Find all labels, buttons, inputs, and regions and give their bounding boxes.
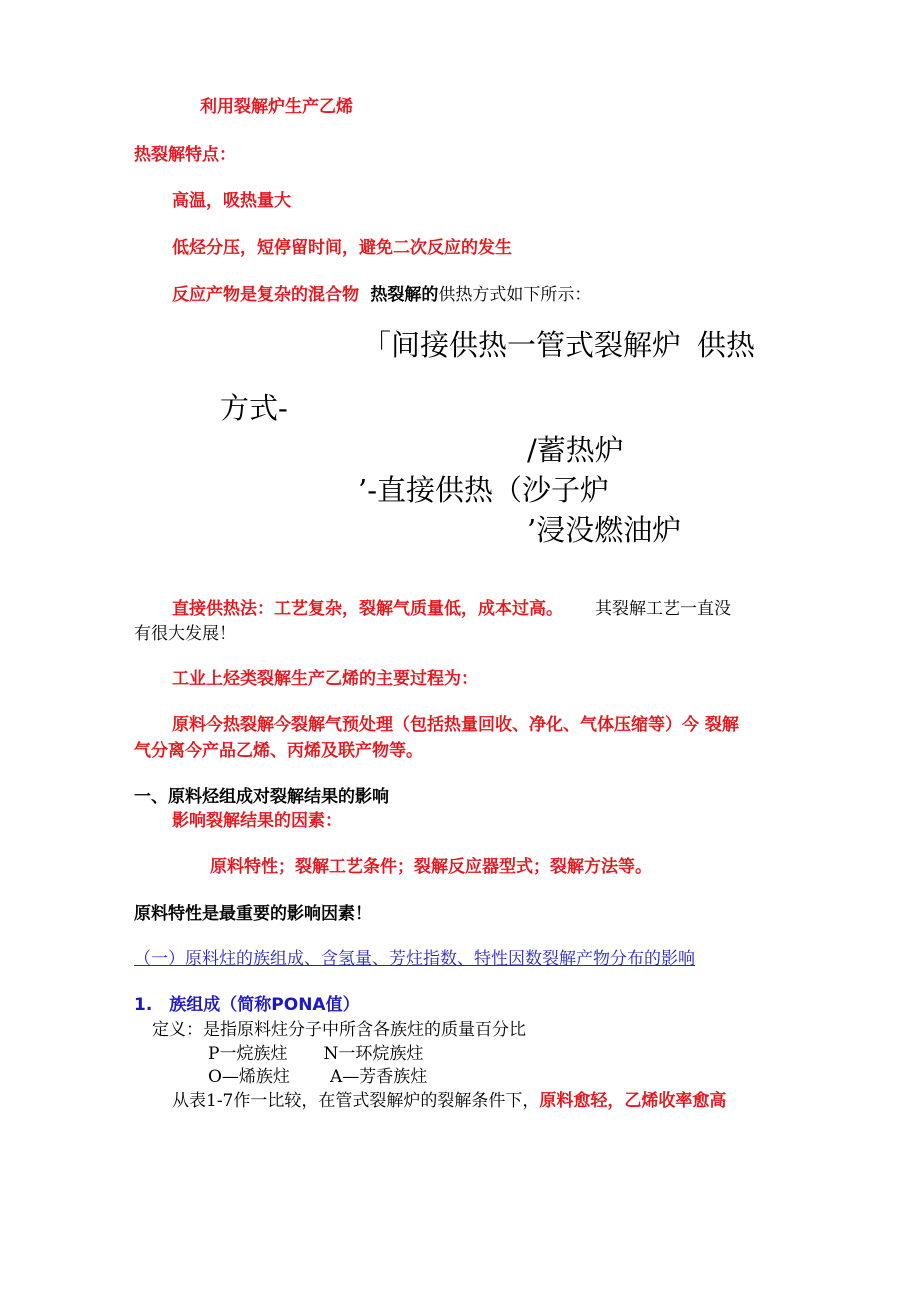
definition: 定义：是指原料炷分子中所含各族炷的质量百分比 [152, 1020, 526, 1040]
heating-intro: 供热方式如下所示： [438, 285, 592, 305]
factors-list: 原料特性；裂解工艺条件；裂解反应器型式；裂解方法等。 [210, 857, 652, 877]
pona-p: P一烷族炷 [208, 1044, 288, 1064]
direct-method-tail-2: 有很大发展！ [134, 624, 236, 644]
scheme-option-3 [527, 512, 681, 548]
pona-n: N一环烷族炷 [323, 1044, 424, 1064]
scheme-direct [358, 472, 609, 508]
scheme-label-1: 供热 [697, 328, 756, 362]
scheme-option-1 [527, 432, 624, 468]
scheme-indirect-text: 「间接供热一管式裂解炉 [362, 328, 682, 362]
apostrophe-mark: ’ [527, 513, 537, 547]
process-line-1: 原料今热裂解今裂解气预处理（包括热量回收、净化、气体压缩等）今 裂解 [172, 715, 739, 735]
process-line-2: 气分离今产品乙烯、丙烯及联产物等。 [134, 741, 423, 761]
compare-red: 原料愈轻，乙烯收率愈高 [539, 1091, 727, 1111]
compare-plain: 从表1-7作一比较，在管式裂解炉的裂解条件下， [172, 1091, 540, 1111]
pona-o: O—烯族炷 [208, 1067, 290, 1087]
most-important-note: 原料特性是最重要的影响因素！ [134, 904, 372, 924]
pona-row-1 [208, 1043, 423, 1065]
page-title: 利用裂解炉生产乙烯 [200, 97, 353, 117]
direct-method-tail: 其裂解工艺一直没 [595, 599, 731, 619]
feature-item: 反应产物是复杂的混合物 [172, 285, 359, 305]
scheme-indirect [362, 327, 755, 363]
option-submerged-furnace: 浸没燃油炉 [536, 513, 682, 547]
factors-heading: 影响裂解结果的因素： [172, 811, 342, 831]
item-1-heading: 1. 族组成（简称PONA值） [134, 995, 360, 1015]
features-heading: 热裂解特点： [134, 145, 236, 165]
process-heading: 工业上烃类裂解生产乙烯的主要过程为： [172, 669, 478, 689]
heating-intro-bold: 热裂解的 [370, 285, 439, 305]
option-regenerative-furnace: 蓄热炉 [536, 433, 624, 467]
scheme-label-2: 方式- [220, 391, 288, 425]
scheme-direct-text: ’-直接供热（ [358, 473, 523, 507]
feature-item: 高温，吸热量大 [172, 191, 291, 211]
direct-method-line [172, 598, 731, 620]
feature-line [172, 284, 591, 306]
subsection-link[interactable]: （一）原料炷的族组成、含氢量、芳炷指数、特性因数裂解产物分布的影响 [134, 949, 695, 969]
direct-method-red: 直接供热法：工艺复杂，裂解气质量低，成本过高。 [172, 599, 563, 619]
slash-mark: / [527, 433, 537, 467]
pona-row-2 [208, 1066, 427, 1088]
option-sand-furnace: 沙子炉 [522, 473, 610, 507]
compare-line [172, 1090, 726, 1112]
pona-a: A—芳香族炷 [329, 1067, 428, 1087]
feature-item: 低烃分压，短停留时间，避免二次反应的发生 [172, 238, 512, 258]
section-1-heading: 一、原料烃组成对裂解结果的影响 [134, 787, 389, 807]
